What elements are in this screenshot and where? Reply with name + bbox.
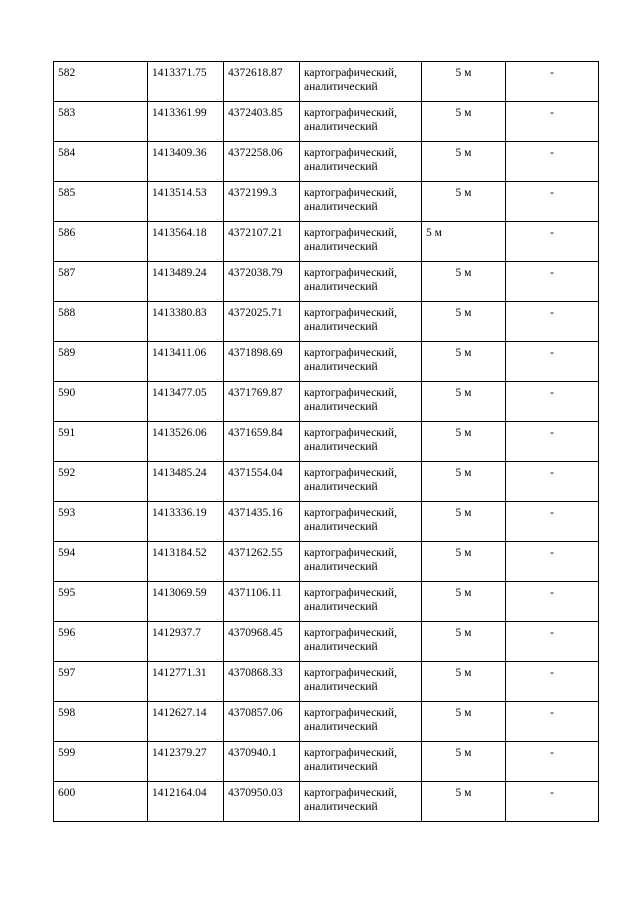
method-line-2: аналитический	[304, 721, 378, 733]
method-cell	[300, 542, 422, 582]
method-line-1: картографический,	[304, 107, 397, 119]
method-cell	[300, 262, 422, 302]
extra-cell: -	[506, 62, 599, 102]
y-coordinate-cell: 4371262.55	[224, 542, 300, 582]
method-cell	[300, 62, 422, 102]
method-line-1: картографический,	[304, 187, 397, 199]
method-cell	[300, 342, 422, 382]
method-cell	[300, 662, 422, 702]
accuracy-cell: 5 м	[422, 702, 506, 742]
table-row	[54, 142, 599, 182]
method-cell	[300, 502, 422, 542]
method-line-1: картографический,	[304, 387, 397, 399]
point-number-cell: 593	[54, 502, 148, 542]
extra-cell: -	[506, 302, 599, 342]
accuracy-cell: 5 м	[422, 422, 506, 462]
y-coordinate-cell: 4371659.84	[224, 422, 300, 462]
method-line-2: аналитический	[304, 201, 378, 213]
point-number-cell: 597	[54, 662, 148, 702]
method-line-2: аналитический	[304, 681, 378, 693]
method-line-1: картографический,	[304, 667, 397, 679]
table-row	[54, 782, 599, 822]
method-cell	[300, 582, 422, 622]
y-coordinate-cell: 4372403.85	[224, 102, 300, 142]
method-cell	[300, 222, 422, 262]
method-line-1: картографический,	[304, 707, 397, 719]
extra-cell: -	[506, 102, 599, 142]
point-number-cell: 598	[54, 702, 148, 742]
extra-cell: -	[506, 382, 599, 422]
extra-cell: -	[506, 702, 599, 742]
point-number-cell: 588	[54, 302, 148, 342]
method-cell	[300, 142, 422, 182]
method-line-2: аналитический	[304, 521, 378, 533]
method-line-1: картографический,	[304, 547, 397, 559]
point-number-cell: 583	[54, 102, 148, 142]
table-row	[54, 62, 599, 102]
table-row	[54, 102, 599, 142]
x-coordinate-cell: 1412379.27	[148, 742, 224, 782]
point-number-cell: 582	[54, 62, 148, 102]
point-number-cell: 599	[54, 742, 148, 782]
accuracy-cell: 5 м	[422, 622, 506, 662]
point-number-cell: 596	[54, 622, 148, 662]
method-cell	[300, 102, 422, 142]
method-line-1: картографический,	[304, 507, 397, 519]
accuracy-cell: 5 м	[422, 102, 506, 142]
table-row	[54, 302, 599, 342]
x-coordinate-cell: 1413361.99	[148, 102, 224, 142]
table-row	[54, 382, 599, 422]
method-cell	[300, 182, 422, 222]
table-row	[54, 342, 599, 382]
method-line-1: картографический,	[304, 427, 397, 439]
x-coordinate-cell: 1413336.19	[148, 502, 224, 542]
extra-cell: -	[506, 742, 599, 782]
y-coordinate-cell: 4372258.06	[224, 142, 300, 182]
accuracy-cell: 5 м	[422, 542, 506, 582]
accuracy-cell: 5 м	[422, 502, 506, 542]
accuracy-cell: 5 м	[422, 782, 506, 822]
method-line-2: аналитический	[304, 361, 378, 373]
y-coordinate-cell: 4372107.21	[224, 222, 300, 262]
method-line-1: картографический,	[304, 747, 397, 759]
method-line-2: аналитический	[304, 441, 378, 453]
table-row	[54, 222, 599, 262]
method-line-2: аналитический	[304, 401, 378, 413]
point-number-cell: 586	[54, 222, 148, 262]
point-number-cell: 591	[54, 422, 148, 462]
method-line-2: аналитический	[304, 81, 378, 93]
x-coordinate-cell: 1413485.24	[148, 462, 224, 502]
accuracy-cell: 5 м	[422, 662, 506, 702]
method-cell	[300, 782, 422, 822]
extra-cell: -	[506, 622, 599, 662]
x-coordinate-cell: 1413564.18	[148, 222, 224, 262]
accuracy-cell: 5 м	[422, 462, 506, 502]
extra-cell: -	[506, 222, 599, 262]
x-coordinate-cell: 1413477.05	[148, 382, 224, 422]
accuracy-cell: 5 м	[422, 182, 506, 222]
point-number-cell: 590	[54, 382, 148, 422]
extra-cell: -	[506, 182, 599, 222]
y-coordinate-cell: 4370950.03	[224, 782, 300, 822]
extra-cell: -	[506, 142, 599, 182]
method-cell	[300, 462, 422, 502]
extra-cell: -	[506, 662, 599, 702]
x-coordinate-cell: 1413489.24	[148, 262, 224, 302]
method-line-2: аналитический	[304, 161, 378, 173]
point-number-cell: 592	[54, 462, 148, 502]
x-coordinate-cell: 1412771.31	[148, 662, 224, 702]
x-coordinate-cell: 1413409.36	[148, 142, 224, 182]
table-row	[54, 742, 599, 782]
method-line-1: картографический,	[304, 67, 397, 79]
y-coordinate-cell: 4372199.3	[224, 182, 300, 222]
accuracy-cell: 5 м	[422, 142, 506, 182]
table-row	[54, 262, 599, 302]
accuracy-cell: 5 м	[422, 302, 506, 342]
x-coordinate-cell: 1413184.52	[148, 542, 224, 582]
method-line-1: картографический,	[304, 627, 397, 639]
extra-cell: -	[506, 542, 599, 582]
x-coordinate-cell: 1413380.83	[148, 302, 224, 342]
method-line-2: аналитический	[304, 641, 378, 653]
accuracy-cell: 5 м	[422, 62, 506, 102]
x-coordinate-cell: 1412937.7	[148, 622, 224, 662]
y-coordinate-cell: 4371106.11	[224, 582, 300, 622]
x-coordinate-cell: 1413069.59	[148, 582, 224, 622]
method-line-1: картографический,	[304, 227, 397, 239]
method-cell	[300, 302, 422, 342]
method-cell	[300, 382, 422, 422]
accuracy-cell: 5 м	[422, 342, 506, 382]
method-line-2: аналитический	[304, 241, 378, 253]
y-coordinate-cell: 4370857.06	[224, 702, 300, 742]
y-coordinate-cell: 4372025.71	[224, 302, 300, 342]
y-coordinate-cell: 4372618.87	[224, 62, 300, 102]
y-coordinate-cell: 4370868.33	[224, 662, 300, 702]
x-coordinate-cell: 1413526.06	[148, 422, 224, 462]
extra-cell: -	[506, 582, 599, 622]
extra-cell: -	[506, 342, 599, 382]
x-coordinate-cell: 1413371.75	[148, 62, 224, 102]
y-coordinate-cell: 4371435.16	[224, 502, 300, 542]
method-line-1: картографический,	[304, 347, 397, 359]
extra-cell: -	[506, 422, 599, 462]
coordinates-table-body	[54, 62, 599, 822]
x-coordinate-cell: 1413411.06	[148, 342, 224, 382]
accuracy-cell: 5 м	[422, 382, 506, 422]
table-row	[54, 422, 599, 462]
y-coordinate-cell: 4370940.1	[224, 742, 300, 782]
extra-cell: -	[506, 462, 599, 502]
method-line-1: картографический,	[304, 147, 397, 159]
y-coordinate-cell: 4371898.69	[224, 342, 300, 382]
method-line-2: аналитический	[304, 761, 378, 773]
y-coordinate-cell: 4371769.87	[224, 382, 300, 422]
extra-cell: -	[506, 262, 599, 302]
point-number-cell: 594	[54, 542, 148, 582]
table-row	[54, 662, 599, 702]
table-row	[54, 182, 599, 222]
x-coordinate-cell: 1413514.53	[148, 182, 224, 222]
accuracy-cell: 5 м	[422, 222, 506, 262]
method-line-1: картографический,	[304, 267, 397, 279]
method-line-2: аналитический	[304, 281, 378, 293]
accuracy-cell: 5 м	[422, 742, 506, 782]
method-line-2: аналитический	[304, 601, 378, 613]
extra-cell: -	[506, 782, 599, 822]
point-number-cell: 600	[54, 782, 148, 822]
point-number-cell: 584	[54, 142, 148, 182]
y-coordinate-cell: 4371554.04	[224, 462, 300, 502]
point-number-cell: 595	[54, 582, 148, 622]
method-line-1: картографический,	[304, 467, 397, 479]
method-line-2: аналитический	[304, 121, 378, 133]
method-line-2: аналитический	[304, 481, 378, 493]
table-row	[54, 502, 599, 542]
table-row	[54, 702, 599, 742]
method-cell	[300, 622, 422, 662]
method-cell	[300, 742, 422, 782]
y-coordinate-cell: 4370968.45	[224, 622, 300, 662]
method-cell	[300, 702, 422, 742]
method-line-1: картографический,	[304, 787, 397, 799]
accuracy-cell: 5 м	[422, 262, 506, 302]
method-line-2: аналитический	[304, 561, 378, 573]
method-line-2: аналитический	[304, 801, 378, 813]
point-number-cell: 587	[54, 262, 148, 302]
y-coordinate-cell: 4372038.79	[224, 262, 300, 302]
table-row	[54, 542, 599, 582]
point-number-cell: 585	[54, 182, 148, 222]
x-coordinate-cell: 1412164.04	[148, 782, 224, 822]
x-coordinate-cell: 1412627.14	[148, 702, 224, 742]
extra-cell: -	[506, 502, 599, 542]
coordinates-table	[53, 61, 599, 822]
table-row	[54, 622, 599, 662]
method-line-1: картографический,	[304, 587, 397, 599]
method-line-2: аналитический	[304, 321, 378, 333]
point-number-cell: 589	[54, 342, 148, 382]
method-cell	[300, 422, 422, 462]
method-line-1: картографический,	[304, 307, 397, 319]
table-row	[54, 582, 599, 622]
table-row	[54, 462, 599, 502]
accuracy-cell: 5 м	[422, 582, 506, 622]
